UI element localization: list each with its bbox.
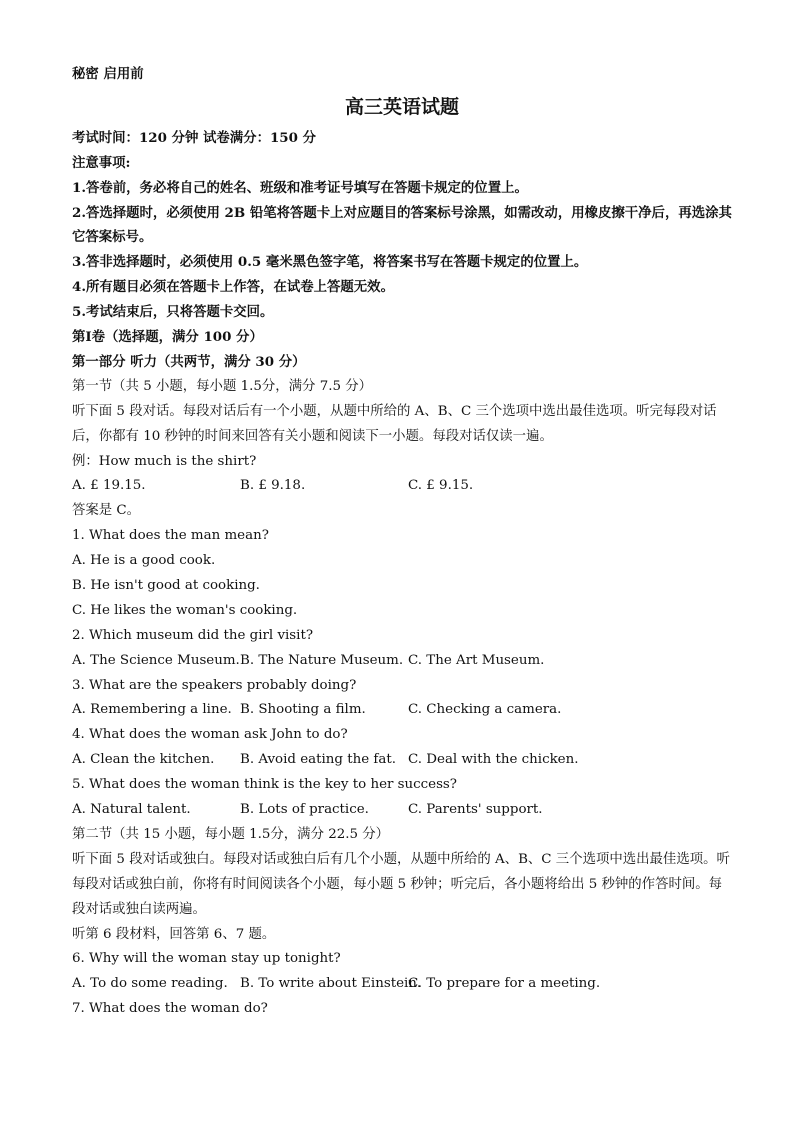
question-2: 2. Which museum did the girl visit? (72, 627, 314, 643)
example-answer: 答案是 C。 (72, 503, 141, 519)
material-6-heading: 听第 6 段材料，回答第 6、7 题。 (72, 926, 276, 942)
option-b: B. Shooting a film. (240, 702, 366, 718)
exam-info: 考试时间：120 分钟 试卷满分：150 分 (72, 129, 316, 146)
example-options (72, 474, 732, 499)
confidentiality-label: 秘密 启用前 (72, 66, 144, 82)
notes-heading: 注意事项: (72, 154, 131, 171)
part-heading: 第一部分 听力（共两节，满分 30 分） (72, 353, 306, 370)
option-a: A. £ 19.15. (72, 478, 146, 494)
section1-instructions: 听下面 5 段对话。每段对话后有一个小题，从题中所给的 A、B、C 三个选项中选出最佳选项。听完每段对话后，你都有 10 秒钟的时间来回答有关小题和阅读下一小题。每段对话仅读一遍。 (72, 403, 717, 444)
option-b: B. He isn't good at cooking. (72, 577, 260, 593)
note-item: 2.答选择题时，必须使用 2B 铅笔将答题卡上对应题目的答案标号涂黑，如需改动，用橡皮擦干净后，再选涂其它答案标号。 (72, 204, 732, 246)
section2-heading: 第二节（共 15 小题，每小题 1.5分，满分 22.5 分） (72, 826, 390, 842)
question-5: 5. What does the woman think is the key to her success? (72, 777, 457, 793)
option-b: B. To write about Einstein. (240, 976, 422, 992)
option-c: C. Checking a camera. (408, 702, 562, 718)
note-item: 5.考试结束后，只将答题卡交回。 (72, 304, 274, 321)
option-b: B. £ 9.18. (240, 478, 306, 494)
section2-instructions: 听下面 5 段对话或独白。每段对话或独白后有几个小题，从题中所给的 A、B、C 三个选项中选出最佳选项。听每段对话或独白前，你将有时间阅读各个小题，每小题 5 秒钟；听完后，各小题将给出 5 秒钟的作答时间。每段对话或独白读两遍。 (72, 851, 730, 917)
volume-heading: 第Ⅰ卷（选择题，满分 100 分） (72, 329, 263, 346)
question-1: 1. What does the man mean? (72, 528, 269, 544)
option-a: A. To do some reading. (72, 976, 228, 992)
exam-title: 高三英语试题 (344, 95, 459, 118)
option-b: B. The Nature Museum. (240, 652, 404, 668)
option-c: C. He likes the woman's cooking. (72, 602, 298, 618)
option-c: C. £ 9.15. (408, 478, 474, 494)
option-a: A. The Science Museum. (72, 652, 240, 668)
example-question: 例：How much is the shirt? (72, 453, 257, 469)
exam-page (72, 62, 732, 1022)
section1-heading: 第一节（共 5 小题，每小题 1.5分，满分 7.5 分） (72, 378, 373, 394)
question-3-options (72, 698, 732, 723)
question-7: 7. What does the woman do? (72, 1001, 268, 1017)
question-6-options (72, 972, 732, 997)
option-a: A. Remembering a line. (72, 702, 232, 718)
option-c: C. Parents' support. (408, 802, 543, 817)
question-3: 3. What are the speakers probably doing? (72, 677, 357, 693)
question-2-options (72, 649, 732, 674)
option-a: A. Clean the kitchen. (72, 752, 215, 768)
note-item: 3.答非选择题时，必须使用 0.5 毫米黑色签字笔，将答案书写在答题卡规定的位置上。 (72, 254, 588, 271)
question-4: 4. What does the woman ask John to do? (72, 727, 348, 743)
option-a: A. He is a good cook. (72, 553, 216, 569)
option-b: B. Lots of practice. (240, 802, 369, 817)
option-c: C. Deal with the chicken. (408, 752, 579, 768)
option-b: B. Avoid eating the fat. (240, 752, 397, 768)
notes-section (72, 151, 732, 325)
note-item: 4.所有题目必须在答题卡上作答，在试卷上答题无效。 (72, 279, 394, 296)
question-5-options (72, 798, 732, 823)
question-4-options (72, 748, 732, 773)
question-6: 6. Why will the woman stay up tonight? (72, 951, 341, 967)
option-c: C. To prepare for a meeting. (408, 976, 601, 992)
note-item: 1.答卷前，务必将自己的姓名、班级和准考证号填写在答题卡规定的位置上。 (72, 179, 528, 196)
option-c: C. The Art Museum. (408, 652, 545, 668)
option-a: A. Natural talent. (72, 802, 191, 817)
